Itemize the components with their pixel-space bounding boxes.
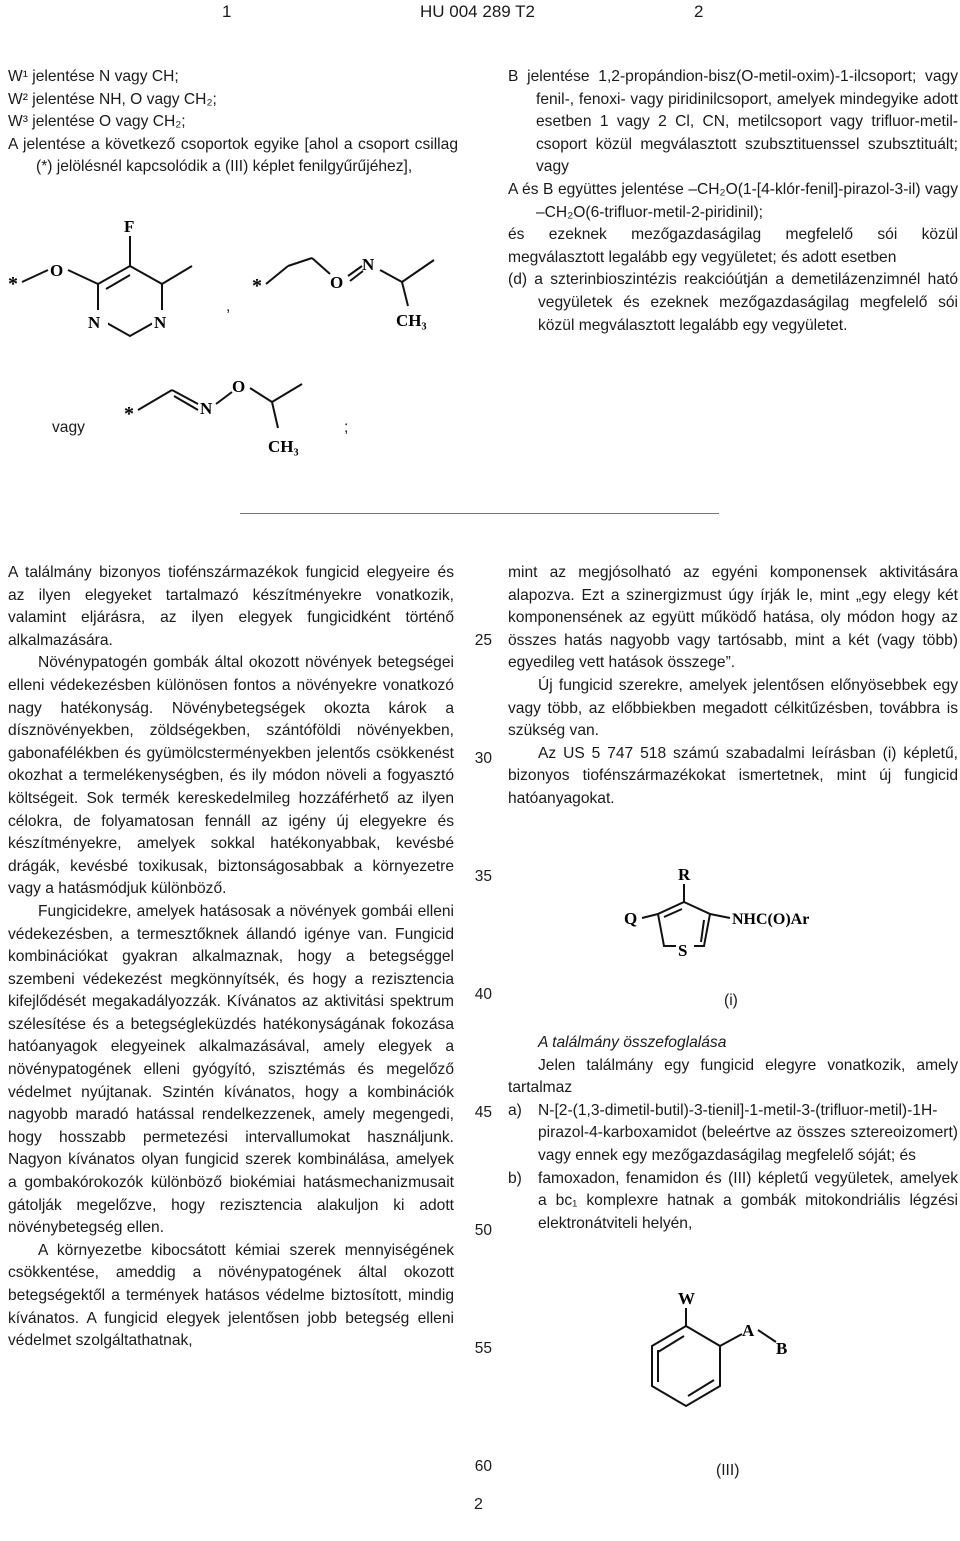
b-definition: B jelentése 1,2-propándion-bisz(O-metil-oxim)-1-ilcsoport; vagy fenil-, fenoxi- vagy piridinilcsoport, amelyek mindegyike adott esetben 1 vagy 2 Cl, CN, metilcsoport vagy trifluor-metil-csoport közül megválasztott szubsztituenssel szubsztituált; vagy <box>508 68 958 176</box>
footer-page-number: 2 <box>474 1496 483 1513</box>
item-a-marker: a) <box>508 1101 522 1119</box>
paragraph-1: A találmány bizonyos tiofénszármazékok fungicid elegyeire és az ilyen elegyeket tartalmazó készítményekre vonatkozik, valamint eljárásra, az ilyen elegyek fungicidként történő alkalmazására. <box>8 564 454 649</box>
q-label: Q <box>624 909 638 928</box>
benzene-formula <box>636 1286 816 1446</box>
paragraph-4: A környezetbe kibocsátott kémiai szerek mennyiségének csökkentése, ameddig a növénypatogének által okozott betegségektől a termények hatásos védelme biztosított, mindig kívánatos. A fungicid elegyek jelentősen jobb betegség elleni védelmet szolgáltathatnak, <box>8 1241 454 1350</box>
line-number: 35 <box>474 868 492 885</box>
oxime-ether-structure <box>250 248 450 338</box>
d-definition: (d) a szterinbioszintézis reakcióútján a demetilázenzimnél ható vegyületek és ezeknek mezőgazdaságilag megfelelő sói közül megválasztott legalább egy vegyületet. <box>508 271 958 334</box>
nitrogen-label: N <box>200 399 213 418</box>
imino-ether-structure <box>118 372 338 462</box>
formula-i-label: (i) <box>724 992 738 1009</box>
line-number: 60 <box>474 1458 492 1475</box>
attachment-star: * <box>8 273 18 295</box>
page-number-left: 1 <box>222 2 232 21</box>
attachment-star: * <box>252 275 262 297</box>
amide-label: NHC(O)Ar <box>732 911 810 928</box>
document-id: HU 004 289 T2 <box>420 2 535 21</box>
section-divider <box>240 513 719 514</box>
comma-separator: , <box>226 298 231 315</box>
ab-definition: A és B együttes jelentése –CH₂O(1-[4-klór-fenil]-pirazol-3-il) vagy –CH₂O(6-trifluor-metil-2-piridinil); <box>508 180 958 221</box>
line-number: 50 <box>474 1222 492 1239</box>
fluorine-label: F <box>124 217 135 236</box>
right-column <box>508 562 958 811</box>
pyrimidine-structure <box>0 210 240 350</box>
formula-iii-label: (III) <box>716 1462 740 1479</box>
w-label: W <box>678 1289 695 1308</box>
nitrogen-label-2: N <box>154 313 167 332</box>
paragraph-5: mint az megjósolható az egyéni komponensek aktivitására alapozva. Ezt a szinergizmust úgy írják le, mint „egy elegy két komponensének az együtt működő hatása, oly módon hogy az összes hatás nagyobb vagy tartósabb, mint a két (vagy több) egyedileg vett hatások összege”. <box>508 564 958 672</box>
oxygen-label: O <box>232 377 246 396</box>
oxygen-label: O <box>330 273 344 292</box>
item-a-text: N-[2-(1,3-dimetil-butil)-3-tienil]-1-metil-3-(trifluor-metil)-1H-pirazol-4-karboxamidot (beleértve az összes sztereoizomert) vagy ennek egy mezőgazdaságilag megfelelő sóját; és <box>538 1101 958 1164</box>
w1-definition: W¹ jelentése N vagy CH; <box>8 68 179 85</box>
line-number: 25 <box>474 632 492 649</box>
b-label: B <box>776 1339 788 1358</box>
paragraph-3: Fungicidekre, amelyek hatásosak a növények gombái elleni védekezésben, a termesztőknek állandó igénye van. Fungicid kombinációkat gyakran alkalmaznak, hogy a betegséggel szembeni védekezést megkönnyítsék, és hogy a rezisztencia kifejlődését megakadályozzák. Kívánatos az aktivitási spektrum szélesítése és a betegségleküzdés hatékonyságának fokozása hatóanyagok elegyeinek alkalmazásával, amely elegyek a növénypatogének elleni gyógyító, szisztémás és megelőző védelmet nyújtanak. Szintén kívánatos, hogy a kombinációk nagyobb maradó hatással rendelkezzenek, amely megengedi, hogy hosszabb permetezési intervallumokat használjunk. Nagyon kívánatos olyan fungicid szerek kombinálása, amelyek a gombakórokozók különböző biokémiai hatásmechanizmusait gátolják megelőzve, hogy rezisztencia alakuljon ki adott növénybetegség ellen. <box>8 902 454 1237</box>
top-right-definitions <box>508 66 958 337</box>
a-definition: A jelentése a következő csoportok egyike [ahol a csoport csillag (*) jelölésnél kapcsolódik a (III) képlet fenilgyűrűjéhez], <box>8 135 458 176</box>
methyl-label: CH₃ <box>268 437 299 456</box>
oxygen-label: O <box>50 261 64 280</box>
sulfur-label: S <box>678 941 688 960</box>
paragraph-7: Az US 5 747 518 számú szabadalmi leírásban (i) képletű, bizonyos tiofénszármazékokat ismertetnek, mint új fungicid hatóanyagokat. <box>508 744 958 807</box>
line-number: 45 <box>474 1104 492 1121</box>
w3-definition: W³ jelentése O vagy CH₂; <box>8 113 186 131</box>
w2-definition: W² jelentése NH, O vagy CH₂; <box>8 90 217 108</box>
attachment-star: * <box>124 403 134 425</box>
vagy-connector: vagy <box>52 419 85 436</box>
nitrogen-label: N <box>362 255 375 274</box>
summary-section <box>508 1032 958 1235</box>
item-b <box>508 1168 958 1236</box>
page-number-right: 2 <box>694 2 704 21</box>
item-a <box>508 1100 958 1168</box>
paragraph-2: Növénypatogén gombák által okozott növények betegségei elleni védekezésben különösen fontos a növényekre vonatkozó nagy hatékonyság. Növénybetegségek okozta károk a dísznövényekben, zöldségekben, szántóföldi növényekben, gabonafélékben és gyümölcsterményekben jelentős csökkenést okozhat a termelékenységben, és ily módon növeli a fogyasztó költségeit. Sok termék kereskedelmileg hozzáférhető az ilyen célokra, de folyamatosan fennáll az igény új elegyekre és készítményekre, amelyek sokkal hatékonyabbak, kevésbé drágák, kevésbé toxikusak, biztonságosabbak a környezetre vagy a hatásmódjuk különböző. <box>8 654 454 898</box>
a-label: A <box>742 1321 755 1340</box>
paragraph-6: Új fungicid szerekre, amelyek jelentősen előnyösebbek egy vagy több, az előbbiekben megadott célkitűzésben, továbbra is szükség van. <box>508 676 958 740</box>
item-b-marker: b) <box>508 1169 522 1187</box>
line-number: 55 <box>474 1340 492 1357</box>
salts-clause: és ezeknek mezőgazdaságilag megfelelő sói közül megválasztott legalább egy vegyületet; és adott esetben <box>508 226 958 266</box>
summary-heading: A találmány összefoglalása <box>538 1034 727 1051</box>
thiophene-formula <box>620 862 850 992</box>
nitrogen-label-1: N <box>88 313 101 332</box>
methyl-label: CH₃ <box>396 311 427 330</box>
r-label: R <box>678 865 691 884</box>
line-number: 40 <box>474 986 492 1003</box>
semicolon-separator: ; <box>344 419 349 436</box>
line-number: 30 <box>474 750 492 767</box>
summary-intro: Jelen találmány egy fungicid elegyre vonatkozik, amely tartalmaz <box>508 1056 958 1097</box>
left-column <box>8 562 454 1353</box>
top-left-definitions <box>8 66 458 179</box>
item-b-text: famoxadon, fenamidon és (III) képletű vegyületek, amelyek a bc₁ komplexre hatnak a gombák mitokondriális légzési elektronátviteli helyén, <box>538 1169 958 1232</box>
